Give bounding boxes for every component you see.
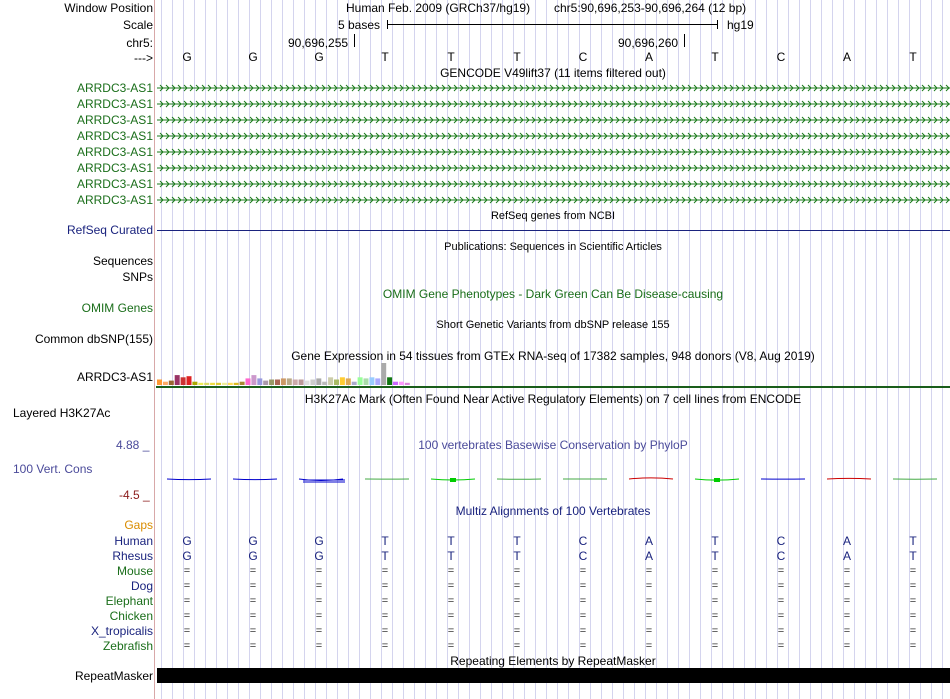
alignment-gap-marker: = xyxy=(183,580,191,592)
repeatmasker-label[interactable]: RepeatMasker xyxy=(74,669,153,683)
gtex-tissue-bar[interactable] xyxy=(399,382,404,385)
scale-bar-left-tick xyxy=(387,20,388,29)
phylop-conservation-plot[interactable] xyxy=(156,464,950,494)
gencode-transcript-label[interactable]: ARRDC3-AS1 xyxy=(76,129,153,143)
multiz-species-label[interactable]: Zebrafish xyxy=(102,639,153,653)
multiz-species-label[interactable]: Chicken xyxy=(109,609,153,623)
alignment-gap-marker: = xyxy=(909,640,917,652)
phylop-track-title[interactable]: 100 vertebrates Basewise Conservation by PhyloP xyxy=(418,438,688,452)
alignment-gap-marker: = xyxy=(315,625,323,637)
alignment-base: T xyxy=(909,534,917,548)
alignment-base: A xyxy=(842,534,851,548)
dbsnp-label[interactable]: Common dbSNP(155) xyxy=(34,332,153,346)
multiz-species-label[interactable]: Dog xyxy=(130,579,153,593)
gtex-tissue-bar[interactable] xyxy=(316,378,321,385)
alignment-gap-marker: = xyxy=(909,565,917,577)
snps-label[interactable]: SNPs xyxy=(122,270,153,284)
gtex-tissue-bar[interactable] xyxy=(293,380,298,386)
alignment-base: G xyxy=(314,534,324,548)
alignment-gap-marker: = xyxy=(249,595,257,607)
assembly-title: Human Feb. 2009 (GRCh37/hg19) xyxy=(346,1,531,15)
gtex-tissue-bar[interactable] xyxy=(210,383,215,385)
base-letter: C xyxy=(578,50,588,64)
gencode-transcript-label[interactable]: ARRDC3-AS1 xyxy=(76,145,153,159)
alignment-gap-marker: = xyxy=(381,625,389,637)
repeatmasker-element[interactable] xyxy=(157,668,950,683)
alignment-gap-marker: = xyxy=(447,580,455,592)
alignment-gap-marker: = xyxy=(711,565,719,577)
alignment-gap-marker: = xyxy=(909,625,917,637)
position-readout[interactable]: chr5:90,696,253-90,696,264 (12 bp) xyxy=(554,1,747,15)
multiz-species-label[interactable]: X_tropicalis xyxy=(90,624,153,638)
h3k27ac-label[interactable]: Layered H3K27Ac xyxy=(13,406,111,420)
alignment-gap-marker: = xyxy=(777,640,785,652)
alignment-gap-marker: = xyxy=(843,595,851,607)
gencode-transcript-label[interactable]: ARRDC3-AS1 xyxy=(76,113,153,127)
alignment-base: T xyxy=(513,534,521,548)
alignment-gap-marker: = xyxy=(711,595,719,607)
alignment-base: A xyxy=(644,534,653,548)
alignment-gap-marker: = xyxy=(579,565,587,577)
alignment-gap-marker: = xyxy=(315,610,323,622)
base-letter: G xyxy=(182,50,192,64)
gtex-tissue-bar[interactable] xyxy=(246,378,251,385)
base-letter: C xyxy=(776,50,786,64)
alignment-base: A xyxy=(842,549,851,563)
alignment-gap-marker: = xyxy=(843,565,851,577)
coord-tick-1-mark xyxy=(354,34,355,47)
coord-tick-2: 90,696,260 xyxy=(618,36,679,50)
multiz-track-title[interactable]: Multiz Alignments of 100 Vertebrates xyxy=(455,504,651,518)
alignment-gap-marker: = xyxy=(777,580,785,592)
base-letter: G xyxy=(248,50,258,64)
phylop-min: -4.5 _ xyxy=(119,488,150,502)
gtex-tissue-bar[interactable] xyxy=(393,382,398,385)
alignment-gap-marker: = xyxy=(447,610,455,622)
gtex-gene-label[interactable]: ARRDC3-AS1 xyxy=(76,370,153,384)
multiz-species-label[interactable]: Mouse xyxy=(116,564,153,578)
refseq-label[interactable]: RefSeq Curated xyxy=(66,223,153,237)
alignment-gap-marker: = xyxy=(579,640,587,652)
base-letter: A xyxy=(842,50,851,64)
window-position-label: Window Position xyxy=(64,1,153,15)
gtex-tissue-bar[interactable] xyxy=(328,377,333,385)
strand-label: ---> xyxy=(134,51,153,65)
alignment-gap-marker: = xyxy=(315,640,323,652)
alignment-gap-marker: = xyxy=(843,640,851,652)
alignment-base: A xyxy=(644,549,653,563)
alignment-gap-marker: = xyxy=(579,610,587,622)
alignment-gap-marker: = xyxy=(711,580,719,592)
dbsnp-track-title[interactable]: Short Genetic Variants from dbSNP release 155 xyxy=(436,319,670,331)
gtex-tissue-bar[interactable] xyxy=(192,382,197,385)
alignment-gap-marker: = xyxy=(645,565,653,577)
gtex-tissue-bar[interactable] xyxy=(322,382,327,385)
base-letter: T xyxy=(711,50,719,64)
gencode-transcript-label[interactable]: ARRDC3-AS1 xyxy=(76,81,153,95)
alignment-gap-marker: = xyxy=(447,640,455,652)
alignment-gap-marker: = xyxy=(249,640,257,652)
alignment-gap-marker: = xyxy=(447,565,455,577)
gtex-tissue-bar[interactable] xyxy=(305,381,310,385)
phylop-score-marker[interactable] xyxy=(714,478,720,482)
alignment-gap-marker: = xyxy=(579,625,587,637)
alignment-gap-marker: = xyxy=(909,580,917,592)
gtex-tissue-bar[interactable] xyxy=(187,376,192,385)
alignment-base: T xyxy=(447,549,455,563)
phylop-score[interactable] xyxy=(167,479,211,480)
alignment-gap-marker: = xyxy=(645,595,653,607)
alignment-gap-marker: = xyxy=(183,565,191,577)
publications-label[interactable]: Sequences xyxy=(92,254,153,268)
alignment-gap-marker: = xyxy=(447,595,455,607)
gtex-tissue-bar[interactable] xyxy=(299,380,304,386)
alignment-gap-marker: = xyxy=(183,610,191,622)
alignment-gap-marker: = xyxy=(711,610,719,622)
alignment-base: T xyxy=(513,549,521,563)
gtex-tissue-bar[interactable] xyxy=(169,381,174,385)
alignment-gap-marker: = xyxy=(711,625,719,637)
refseq-gene-line[interactable] xyxy=(157,230,950,231)
gtex-tissue-bar[interactable] xyxy=(222,383,227,385)
gtex-tissue-bar[interactable] xyxy=(358,377,363,385)
alignment-gap-marker: = xyxy=(513,610,521,622)
alignment-gap-marker: = xyxy=(843,625,851,637)
alignment-base: G xyxy=(314,549,324,563)
multiz-species-label[interactable]: Human xyxy=(114,534,153,548)
alignment-gap-marker: = xyxy=(711,640,719,652)
gtex-tissue-bar[interactable] xyxy=(381,363,386,385)
scale-bar-right-tick xyxy=(717,20,718,29)
gtex-expression-bars[interactable] xyxy=(156,363,950,389)
gtex-tissue-bar[interactable] xyxy=(287,378,292,385)
alignment-gap-marker: = xyxy=(315,565,323,577)
alignment-gap-marker: = xyxy=(843,580,851,592)
coord-tick-1: 90,696,255 xyxy=(288,36,349,50)
phylop-score[interactable] xyxy=(827,478,871,479)
alignment-gap-marker: = xyxy=(645,640,653,652)
gtex-tissue-bar[interactable] xyxy=(204,383,209,385)
alignment-base: G xyxy=(182,534,192,548)
gencode-transcripts[interactable] xyxy=(156,80,950,208)
gtex-tissue-bar[interactable] xyxy=(157,380,162,386)
alignment-gap-marker: = xyxy=(909,610,917,622)
base-letter: T xyxy=(513,50,521,64)
alignment-base: G xyxy=(248,549,258,563)
alignment-gap-marker: = xyxy=(381,610,389,622)
base-letter: T xyxy=(447,50,455,64)
scale-text: 5 bases xyxy=(338,18,381,32)
alignment-gap-marker: = xyxy=(777,610,785,622)
alignment-gap-marker: = xyxy=(513,625,521,637)
multiz-species-label[interactable]: Elephant xyxy=(105,594,153,608)
gtex-tissue-bar[interactable] xyxy=(181,377,186,385)
alignment-base: T xyxy=(381,534,389,548)
alignment-gap-marker: = xyxy=(381,580,389,592)
alignment-gap-marker: = xyxy=(777,625,785,637)
base-letter: T xyxy=(909,50,917,64)
alignment-base: T xyxy=(909,549,917,563)
gtex-tissue-bar[interactable] xyxy=(310,380,315,386)
alignment-gap-marker: = xyxy=(183,595,191,607)
gaps-label[interactable]: Gaps xyxy=(124,518,153,532)
omim-track-title[interactable]: OMIM Gene Phenotypes - Dark Green Can Be Disease-causing xyxy=(382,287,724,301)
alignment-base: C xyxy=(776,549,786,563)
alignment-base: T xyxy=(381,549,389,563)
alignment-gap-marker: = xyxy=(381,565,389,577)
alignment-gap-marker: = xyxy=(447,625,455,637)
gtex-tissue-bar[interactable] xyxy=(375,378,380,385)
alignment-gap-marker: = xyxy=(315,580,323,592)
phylop-max: 4.88 _ xyxy=(116,438,150,452)
alignment-gap-marker: = xyxy=(249,610,257,622)
base-letter: G xyxy=(314,50,324,64)
gtex-tissue-bar[interactable] xyxy=(269,380,274,386)
phylop-score[interactable] xyxy=(233,479,277,480)
gtex-tissue-bar[interactable] xyxy=(216,383,221,385)
gtex-tissue-bar[interactable] xyxy=(251,375,256,385)
alignment-gap-marker: = xyxy=(183,640,191,652)
repeatmasker-track-title[interactable]: Repeating Elements by RepeatMasker xyxy=(450,654,656,668)
alignment-gap-marker: = xyxy=(513,595,521,607)
alignment-gap-marker: = xyxy=(909,595,917,607)
gencode-track-title[interactable]: GENCODE V49lift37 (11 items filtered out) xyxy=(440,66,666,80)
alignment-gap-marker: = xyxy=(513,580,521,592)
alignment-gap-marker: = xyxy=(843,610,851,622)
gtex-tissue-bar[interactable] xyxy=(281,378,286,385)
multiz-species-label[interactable]: Rhesus xyxy=(112,549,153,563)
gtex-tissue-bar[interactable] xyxy=(334,380,339,386)
scale-bar xyxy=(387,24,718,25)
h3k27ac-track-title[interactable]: H3K27Ac Mark (Often Found Near Active Regulatory Elements) on 7 cell lines from ENCODE xyxy=(304,392,802,406)
gtex-tissue-bar[interactable] xyxy=(340,377,345,385)
gtex-tissue-bar[interactable] xyxy=(163,382,168,385)
gtex-tissue-bar[interactable] xyxy=(405,383,410,385)
alignment-base: T xyxy=(711,534,719,548)
gtex-tissue-bar[interactable] xyxy=(228,383,233,385)
alignment-gap-marker: = xyxy=(381,640,389,652)
alignment-gap-marker: = xyxy=(249,565,257,577)
gencode-transcript-label[interactable]: ARRDC3-AS1 xyxy=(76,193,153,207)
alignment-gap-marker: = xyxy=(645,625,653,637)
gtex-tissue-bar[interactable] xyxy=(364,378,369,385)
gtex-tissue-bar[interactable] xyxy=(352,382,357,385)
chrom-label: chr5: xyxy=(126,36,153,50)
scale-db: hg19 xyxy=(727,18,754,32)
base-letter: A xyxy=(644,50,653,64)
gencode-transcript-label[interactable]: ARRDC3-AS1 xyxy=(76,177,153,191)
alignment-base: T xyxy=(711,549,719,563)
alignment-gap-marker: = xyxy=(645,610,653,622)
omim-label[interactable]: OMIM Genes xyxy=(81,301,153,315)
gtex-tissue-bar[interactable] xyxy=(387,377,392,385)
refseq-track-title[interactable]: RefSeq genes from NCBI xyxy=(490,210,616,222)
base-letter: T xyxy=(381,50,389,64)
gtex-tissue-bar[interactable] xyxy=(234,383,239,385)
gtex-tissue-bar[interactable] xyxy=(198,383,203,385)
gtex-tissue-bar[interactable] xyxy=(257,378,262,385)
alignment-base: G xyxy=(248,534,258,548)
scale-label: Scale xyxy=(122,18,153,32)
gencode-transcript-label[interactable]: ARRDC3-AS1 xyxy=(76,97,153,111)
alignment-gap-marker: = xyxy=(315,595,323,607)
gtex-tissue-bar[interactable] xyxy=(175,375,180,385)
coord-tick-2-mark xyxy=(684,34,685,47)
alignment-gap-marker: = xyxy=(381,595,389,607)
alignment-base: C xyxy=(776,534,786,548)
alignment-gap-marker: = xyxy=(645,580,653,592)
phylop-score[interactable] xyxy=(629,478,673,479)
alignment-base: T xyxy=(447,534,455,548)
phylop-score-marker[interactable] xyxy=(450,478,456,482)
gtex-tissue-bar[interactable] xyxy=(263,381,268,385)
alignment-gap-marker: = xyxy=(183,625,191,637)
gtex-track-title[interactable]: Gene Expression in 54 tissues from GTEx RNA-seq of 17382 samples, 948 donors (V8, Aug 2019) xyxy=(291,349,815,363)
alignment-gap-marker: = xyxy=(579,580,587,592)
gtex-tissue-bar[interactable] xyxy=(369,377,374,385)
gtex-tissue-bar[interactable] xyxy=(240,382,245,385)
alignment-gap-marker: = xyxy=(513,640,521,652)
alignment-gap-marker: = xyxy=(777,595,785,607)
alignment-gap-marker: = xyxy=(249,625,257,637)
gencode-transcript-label[interactable]: ARRDC3-AS1 xyxy=(76,161,153,175)
alignment-base: G xyxy=(182,549,192,563)
alignment-base: C xyxy=(578,549,588,563)
label-separator xyxy=(154,0,155,699)
alignment-gap-marker: = xyxy=(777,565,785,577)
alignment-base: C xyxy=(578,534,588,548)
gtex-tissue-bar[interactable] xyxy=(346,378,351,385)
alignment-gap-marker: = xyxy=(513,565,521,577)
publications-track-title[interactable]: Publications: Sequences in Scientific Articles xyxy=(444,241,662,253)
gtex-tissue-bar[interactable] xyxy=(275,380,280,386)
phylop-label[interactable]: 100 Vert. Cons xyxy=(13,462,93,476)
alignment-gap-marker: = xyxy=(579,595,587,607)
alignment-gap-marker: = xyxy=(249,580,257,592)
